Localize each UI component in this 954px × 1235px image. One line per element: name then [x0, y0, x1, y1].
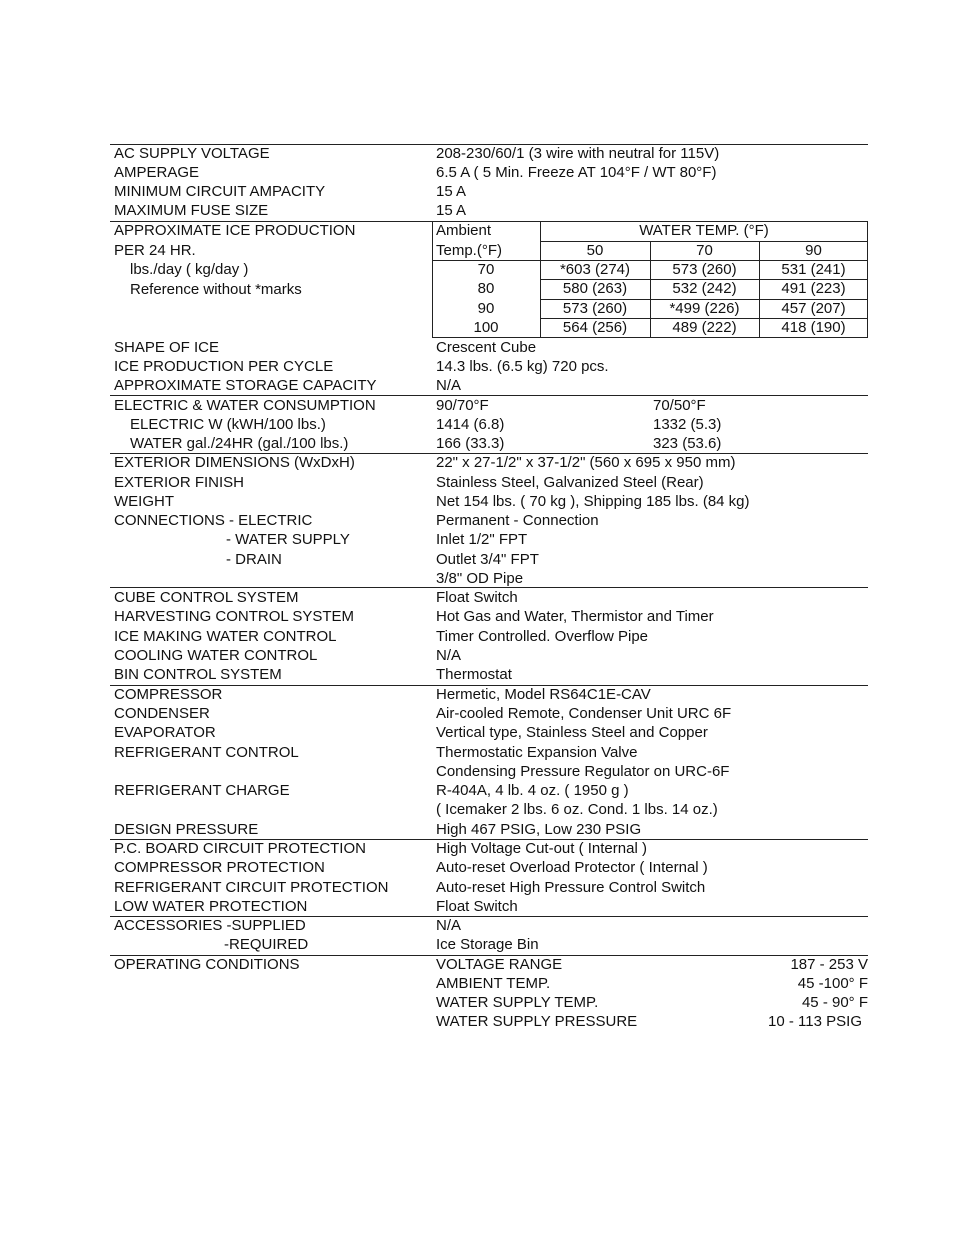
spec-value: Float Switch [436, 589, 518, 606]
spec-label: AC SUPPLY VOLTAGE [114, 145, 270, 162]
spec-label: CONNECTIONS - ELECTRIC [114, 512, 313, 529]
ice-production-label: APPROXIMATE ICE PRODUCTION [114, 222, 356, 239]
spec-label: APPROXIMATE STORAGE CAPACITY [114, 377, 377, 394]
spec-value: 15 A [436, 202, 467, 219]
spec-label: REFRIGERANT CIRCUIT PROTECTION [114, 879, 389, 896]
table-header-ambient: Ambient [436, 222, 492, 239]
spec-label: LOW WATER PROTECTION [114, 898, 308, 915]
table-header-water-temp: WATER TEMP. (°F) [639, 222, 769, 239]
spec-value: 3/8" OD Pipe [436, 570, 524, 587]
spec-label: ICE MAKING WATER CONTROL [114, 628, 337, 645]
spec-value: Hot Gas and Water, Thermistor and Timer [436, 608, 714, 625]
water-value: 166 (33.3) [436, 435, 505, 452]
spec-label: EXTERIOR DIMENSIONS (WxDxH) [114, 454, 355, 471]
spec-value: Permanent - Connection [436, 512, 599, 529]
spec-value: Crescent Cube [436, 339, 537, 356]
spec-value: N/A [436, 917, 462, 934]
table-cell: 564 (256) [562, 319, 628, 336]
water-value: 323 (53.6) [653, 435, 722, 452]
spec-label: SHAPE OF ICE [114, 339, 220, 356]
spec-value: R-404A, 4 lb. 4 oz. ( 1950 g ) [436, 782, 629, 799]
spec-value: 6.5 A ( 5 Min. Freeze AT 104°F / WT 80°F) [436, 164, 717, 181]
table-cell: 532 (242) [672, 280, 737, 297]
spec-value: 22" x 27-1/2" x 37-1/2" (560 x 695 x 950 mm) [436, 454, 736, 471]
spec-value: High Voltage Cut-out ( Internal ) [436, 840, 647, 857]
spec-value: High 467 PSIG, Low 230 PSIG [436, 821, 642, 838]
electric-value: 1414 (6.8) [436, 416, 505, 433]
spec-label: REFRIGERANT CONTROL [114, 744, 299, 761]
spec-label: ACCESSORIES -SUPPLIED [114, 917, 306, 934]
operating-value: 45 -100° F [797, 975, 868, 992]
spec-label: AMPERAGE [114, 164, 200, 181]
spec-label: MAXIMUM FUSE SIZE [114, 202, 269, 219]
electric-value: 1332 (5.3) [653, 416, 722, 433]
spec-value: Stainless Steel, Galvanized Steel (Rear) [436, 474, 704, 491]
spec-value: Auto-reset High Pressure Control Switch [436, 879, 706, 896]
table-cell-ambient: 90 [477, 300, 495, 317]
spec-label: - WATER SUPPLY [226, 531, 350, 548]
spec-label: - DRAIN [226, 551, 282, 568]
spec-value: Ice Storage Bin [436, 936, 539, 953]
spec-label: DESIGN PRESSURE [114, 821, 259, 838]
operating-value: 45 - 90° F [801, 994, 868, 1011]
ice-production-unit: lbs./day ( kg/day ) [130, 261, 249, 278]
table-header-temp: Temp.(°F) [436, 242, 502, 259]
spec-value: ( Icemaker 2 lbs. 6 oz. Cond. 1 lbs. 14 oz.) [436, 801, 718, 818]
spec-label: BIN CONTROL SYSTEM [114, 666, 282, 683]
table-cell: 580 (263) [562, 280, 628, 297]
table-cell: 418 (190) [781, 319, 846, 336]
spec-label: ELECTRIC & WATER CONSUMPTION [114, 397, 376, 414]
spec-value: 208-230/60/1 (3 wire with neutral for 115V) [436, 145, 720, 162]
spec-label: EXTERIOR FINISH [114, 474, 245, 491]
spec-label: HARVESTING CONTROL SYSTEM [114, 608, 355, 625]
spec-value: Float Switch [436, 898, 518, 915]
spec-label: COOLING WATER CONTROL [114, 647, 318, 664]
table-cell: *499 (226) [669, 300, 740, 317]
table-cell-ambient: 70 [477, 261, 495, 278]
spec-label: REFRIGERANT CHARGE [114, 782, 290, 799]
spec-value: Vertical type, Stainless Steel and Copper [436, 724, 708, 741]
spec-label: CUBE CONTROL SYSTEM [114, 589, 299, 606]
operating-name: VOLTAGE RANGE [436, 956, 563, 973]
spec-value: Auto-reset Overload Protector ( Internal ) [436, 859, 708, 876]
consumption-col-header: 70/50°F [653, 397, 706, 414]
ice-production-label: PER 24 HR. [114, 242, 196, 259]
table-cell: 491 (223) [781, 280, 846, 297]
spec-value: 14.3 lbs. (6.5 kg) 720 pcs. [436, 358, 609, 375]
operating-value: 10 - 113 PSIG [768, 1013, 862, 1030]
spec-label: COMPRESSOR [114, 686, 223, 703]
spec-value: Thermostatic Expansion Valve [436, 744, 638, 761]
spec-value: Thermostat [436, 666, 512, 683]
spec-label: CONDENSER [114, 705, 210, 722]
operating-name: AMBIENT TEMP. [436, 975, 551, 992]
table-cell: 457 (207) [781, 300, 846, 317]
spec-value: 15 A [436, 183, 467, 200]
spec-value: Condensing Pressure Regulator on URC-6F [436, 763, 730, 780]
electric-label: ELECTRIC W (kWH/100 lbs.) [130, 416, 326, 433]
spec-value: Outlet 3/4" FPT [436, 551, 539, 568]
table-col-header: 50 [586, 242, 604, 259]
spec-label: ICE PRODUCTION PER CYCLE [114, 358, 334, 375]
table-col-header: 90 [805, 242, 822, 259]
table-cell-ambient: 100 [473, 319, 499, 336]
spec-label: MINIMUM CIRCUIT AMPACITY [114, 183, 326, 200]
spec-label: EVAPORATOR [114, 724, 216, 741]
table-cell-ambient: 80 [477, 280, 495, 297]
operating-name: WATER SUPPLY PRESSURE [436, 1013, 638, 1030]
spec-label: OPERATING CONDITIONS [114, 956, 300, 973]
spec-value: Air-cooled Remote, Condenser Unit URC 6F [436, 705, 732, 722]
spec-value: Net 154 lbs. ( 70 kg ), Shipping 185 lbs. (84 kg) [436, 493, 750, 510]
table-col-header: 70 [696, 242, 713, 259]
spec-value: Inlet 1/2" FPT [436, 531, 528, 548]
consumption-col-header: 90/70°F [436, 397, 489, 414]
water-label: WATER gal./24HR (gal./100 lbs.) [130, 435, 349, 452]
spec-value: N/A [436, 377, 462, 394]
spec-value: Hermetic, Model RS64C1E-CAV [436, 686, 651, 703]
table-cell: 573 (260) [562, 300, 628, 317]
spec-value: N/A [436, 647, 462, 664]
ice-production-note: Reference without *marks [130, 281, 302, 298]
table-cell: 531 (241) [781, 261, 846, 278]
table-cell: 573 (260) [672, 261, 737, 278]
table-cell: 489 (222) [672, 319, 737, 336]
spec-label: WEIGHT [114, 493, 174, 510]
spec-label: P.C. BOARD CIRCUIT PROTECTION [114, 840, 366, 857]
operating-name: WATER SUPPLY TEMP. [436, 994, 599, 1011]
spec-value: Timer Controlled. Overflow Pipe [436, 628, 649, 645]
spec-label: -REQUIRED [224, 936, 309, 953]
operating-value: 187 - 253 V [790, 956, 868, 973]
spec-label: COMPRESSOR PROTECTION [114, 859, 325, 876]
table-cell: *603 (274) [559, 261, 631, 278]
